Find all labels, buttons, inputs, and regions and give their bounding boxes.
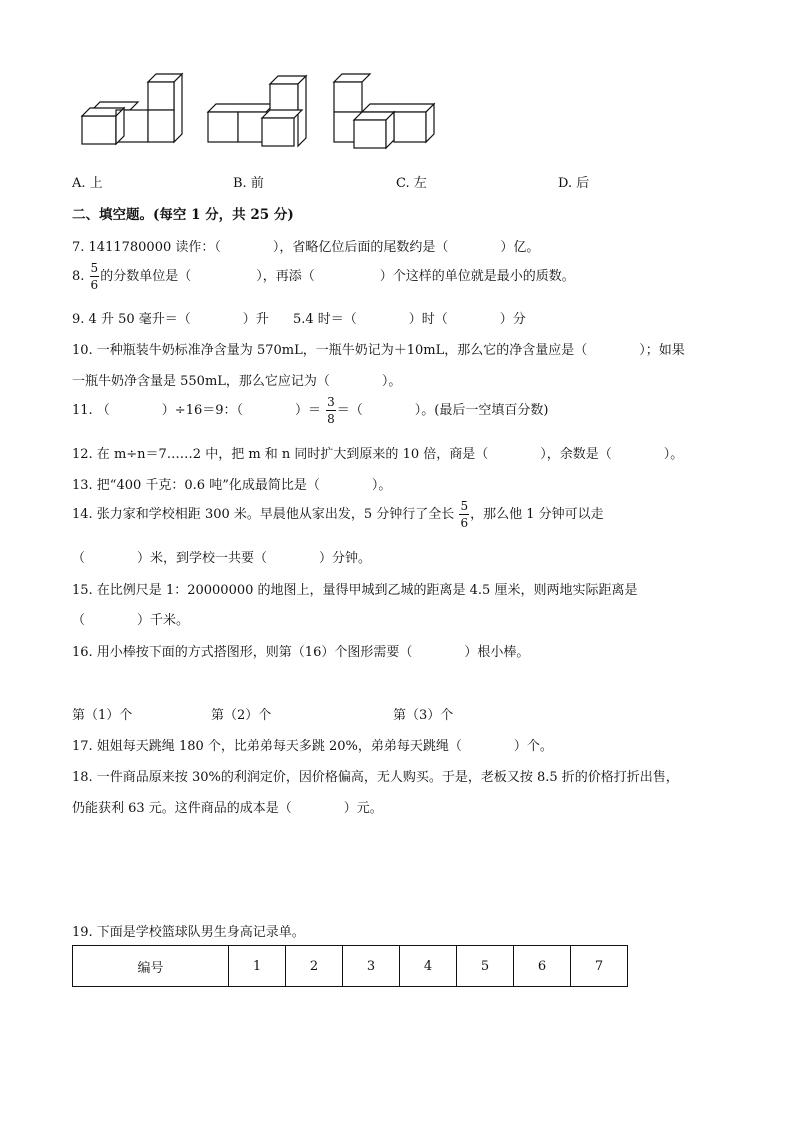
- fraction-numerator: 3: [327, 395, 335, 409]
- question-9-part1: 9. 4 升 50 毫升＝（ ）升: [72, 312, 269, 327]
- figure-label-2: 第（2）个: [211, 708, 272, 723]
- table-header-cell: 编号: [73, 946, 229, 987]
- cube-figure-2: [204, 72, 314, 152]
- fraction-denominator: 6: [460, 516, 469, 530]
- table-row: [73, 946, 628, 987]
- question-10-line2: 一瓶牛奶净含量是 550mL，那么它应记为（ ）。: [72, 374, 402, 389]
- question-18-line1: 18. 一件商品原来按 30%的利润定价，因价格偏高，无人购买。于是，老板又按 8.5 折的价格打折出售，: [72, 770, 679, 785]
- question-7: 7. 1411780000 读作：（ ），省略亿位后面的尾数约是（ ）亿。: [72, 240, 540, 255]
- fraction-denominator: 8: [327, 412, 335, 426]
- question-8-text: 的分数单位是（ ），再添（ ）个这样的单位就是最小的质数。: [100, 269, 575, 284]
- question-11: [72, 396, 548, 425]
- table-cell: 1: [229, 946, 286, 987]
- table-cell: 6: [514, 946, 571, 987]
- question-19: 19. 下面是学校篮球队男生身高记录单。: [72, 925, 305, 940]
- option-c[interactable]: C. 左: [396, 176, 427, 191]
- option-b[interactable]: B. 前: [233, 176, 264, 191]
- question-16: 16. 用小棒按下面的方式搭图形，则第（16）个图形需要（ ）根小棒。: [72, 645, 530, 660]
- figure-label-1: 第（1）个: [72, 708, 133, 723]
- fraction-denominator: 6: [90, 278, 99, 292]
- question-15-line1: 15. 在比例尺是 1：20000000 的地图上，量得甲城到乙城的距离是 4.5 厘米，则两地实际距离是: [72, 583, 638, 598]
- figure-label-3: 第（3）个: [393, 708, 454, 723]
- table-cell: 2: [286, 946, 343, 987]
- question-15-line2: （ ）千米。: [72, 613, 190, 628]
- question-9-part2: 5.4 时＝（ ）时（ ）分: [293, 312, 526, 327]
- section-title: 二、填空题。(每空 1 分，共 25 分): [72, 207, 294, 223]
- table-cell: 5: [457, 946, 514, 987]
- question-18-line2: 仍能获利 63 元。这件商品的成本是（ ）元。: [72, 801, 383, 816]
- question-11-suffix: ＝（ ）。(最后一空填百分数): [336, 403, 549, 418]
- table-cell: 4: [400, 946, 457, 987]
- question-13: 13. 把“400 千克：0.6 吨”化成最简比是（ ）。: [72, 478, 392, 493]
- table-cell: 7: [571, 946, 628, 987]
- question-12: 12. 在 m÷n＝7……2 中，把 m 和 n 同时扩大到原来的 10 倍，商是（ ），余数是（ ）。: [72, 447, 684, 462]
- fraction-3-8: [326, 396, 336, 425]
- fraction-numerator: 5: [460, 499, 469, 513]
- cube-figure-3: [330, 72, 440, 152]
- question-14-prefix: 14. 张力家和学校相距 300 米。早晨他从家出发，5 分钟行了全长: [72, 507, 455, 522]
- fraction-numerator: 5: [90, 261, 99, 275]
- question-14-line1: [72, 500, 604, 529]
- option-a[interactable]: A. 上: [72, 176, 103, 191]
- height-record-table: [72, 945, 628, 987]
- question-8: [72, 262, 575, 291]
- table-cell: 3: [343, 946, 400, 987]
- question-14-line2: （ ）米，到学校一共要（ ）分钟。: [72, 551, 372, 566]
- question-17: 17. 姐姐每天跳绳 180 个，比弟弟每天多跳 20%，弟弟每天跳绳（ ）个。: [72, 739, 553, 754]
- question-14-suffix: ，那么他 1 分钟可以走: [470, 507, 604, 522]
- question-8-number: 8.: [72, 269, 85, 284]
- question-10-line1: 10. 一种瓶装牛奶标准净含量为 570mL，一瓶牛奶记为＋10mL，那么它的净含量应是（ ）；如果: [72, 343, 685, 358]
- cube-figure-1: [78, 70, 188, 150]
- question-11-prefix: 11. （ ）÷16＝9：（ ）＝: [72, 403, 322, 418]
- fraction-5-6: [459, 500, 469, 529]
- fraction-5-6: [90, 262, 100, 291]
- option-d[interactable]: D. 后: [558, 176, 590, 191]
